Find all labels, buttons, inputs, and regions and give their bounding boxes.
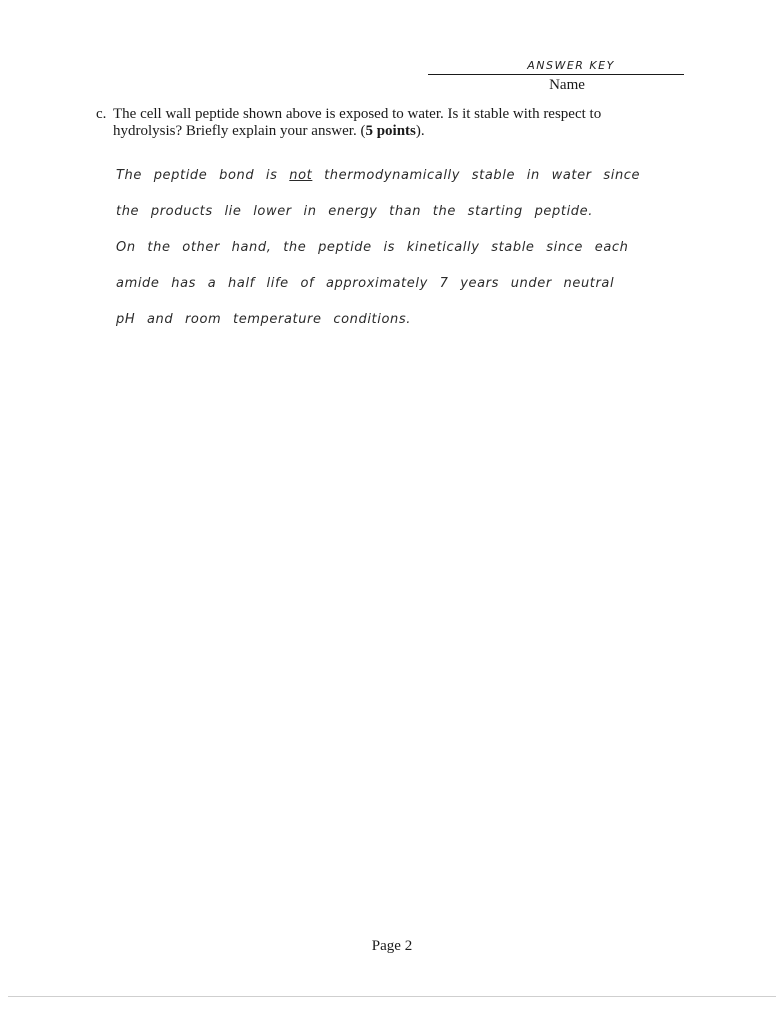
answer-line-2: the products lie lower in energy than the starting peptide. bbox=[116, 204, 593, 219]
question-text-line2 bbox=[113, 123, 636, 140]
answer-line-1-after: thermodynamically stable in water since bbox=[324, 168, 641, 183]
page-number: Page 2 bbox=[371, 938, 413, 954]
answer-key-handwritten: ANSWER KEY bbox=[527, 59, 615, 72]
answer-line-1 bbox=[116, 164, 676, 200]
question-text-line1: The cell wall peptide shown above is exposed to water. Is it stable with respect to bbox=[113, 106, 602, 122]
answer-line-5: pH and room temperature conditions. bbox=[116, 312, 411, 327]
answer-line-1-underlined: not bbox=[289, 168, 313, 183]
question-text-line2-prefix: hydrolysis? Briefly explain your answer. ( bbox=[113, 123, 366, 139]
name-label: Name bbox=[549, 77, 585, 93]
answer-line-1-before: The peptide bond is bbox=[116, 168, 278, 183]
answer-line-3: On the other hand, the peptide is kinetically stable since each bbox=[116, 240, 629, 255]
answer-line-4: amide has a half life of approximately 7 years under neutral bbox=[116, 276, 615, 291]
name-block bbox=[428, 58, 684, 94]
question-points: 5 points bbox=[365, 123, 416, 139]
name-underline bbox=[428, 74, 684, 75]
question-text-line2-suffix: ). bbox=[415, 123, 425, 139]
handwritten-answer bbox=[116, 164, 676, 344]
page-bottom-divider bbox=[8, 996, 776, 997]
question-marker: c. bbox=[96, 106, 107, 122]
question-c bbox=[96, 106, 636, 140]
